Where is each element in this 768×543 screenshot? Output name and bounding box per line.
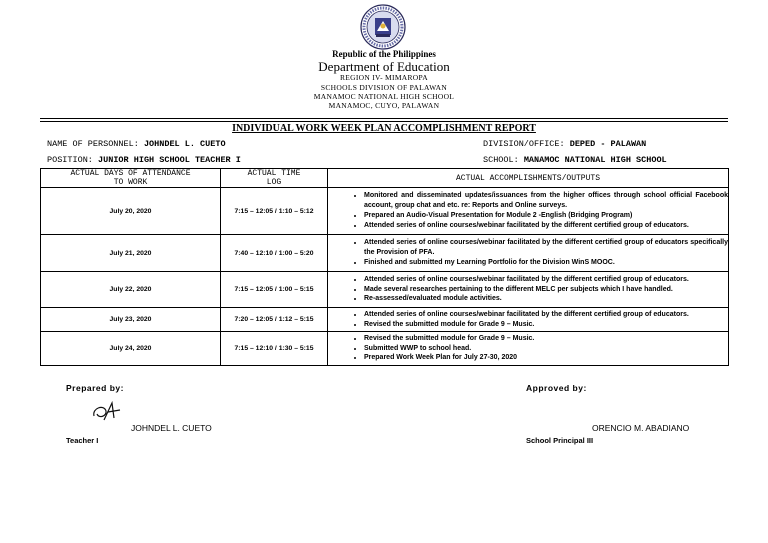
personnel-value: JOHNDEL L. CUETO [143, 139, 226, 149]
list-item: • Revised the submitted module for Grade 9 – Music. [364, 334, 728, 344]
position-field [47, 155, 241, 165]
row-date: July 23, 2020 [41, 308, 221, 332]
accomplishment-table [40, 168, 729, 366]
division-value: DEPED - PALAWAN [569, 139, 647, 149]
list-item: • Finished and submitted my Learning Portfolio for the Division WinS MOOC. [364, 258, 728, 268]
row-date: July 24, 2020 [41, 332, 221, 366]
division-field [483, 139, 646, 149]
header-divider-thin [40, 121, 728, 122]
list-item: • Revised the submitted module for Grade 9 – Music. [364, 320, 728, 330]
position-label: POSITION: [47, 155, 93, 165]
row-time: 7:15 – 12:05 / 1:00 – 5:15 [221, 272, 328, 308]
deped-seal-logo [360, 4, 406, 50]
row-accomplishments [328, 332, 729, 366]
list-item: • Attended series of online courses/webinar facilitated by the different certified group of educators. [364, 310, 728, 320]
list-item: • Prepared an Audio-Visual Presentation for Module 2 -English (Bridging Program) [364, 211, 728, 221]
table-row [41, 272, 729, 308]
list-item: • Attended series of online courses/webinar facilitated by the different certified group of educators specifically the Provision of PFA. [364, 238, 728, 258]
approver-role: School Principal III [526, 436, 594, 445]
row-accomplishments [328, 188, 729, 235]
list-item: • Prepared Work Week Plan for July 27-30, 2020 [364, 353, 728, 363]
table-row [41, 332, 729, 366]
list-item: • Monitored and disseminated updates/issuances from the higher offices through school official Facebook account, group chat and etc. re: Reports and Online surveys. [364, 191, 728, 211]
header-accomplishments: ACTUAL ACCOMPLISHMENTS/OUTPUTS [328, 169, 729, 188]
header-days: ACTUAL DAYS OF ATTENDANCE TO WORK [41, 169, 221, 188]
row-time: 7:20 – 12:05 / 1:12 – 5:15 [221, 308, 328, 332]
row-date: July 21, 2020 [41, 235, 221, 272]
row-accomplishments [328, 272, 729, 308]
table-row [41, 308, 729, 332]
republic-heading: Republic of the Philippines [332, 49, 436, 59]
personnel-label: NAME OF PERSONNEL: [47, 139, 139, 149]
table-row [41, 235, 729, 272]
list-item: • Submitted WWP to school head. [364, 344, 728, 354]
list-item: • Attended series of online courses/webinar facilitated by the different certified group of educators. [364, 275, 728, 285]
row-time: 7:40 – 12:10 / 1:00 – 5:20 [221, 235, 328, 272]
prepared-by-label: Prepared by: [66, 383, 124, 393]
table-row [41, 188, 729, 235]
table-header-row [41, 169, 729, 188]
report-title: INDIVIDUAL WORK WEEK PLAN ACCOMPLISHMENT REPORT [232, 123, 536, 134]
department-heading: Department of Education [318, 59, 450, 74]
row-accomplishments [328, 235, 729, 272]
division-label: DIVISION/OFFICE: [483, 139, 565, 149]
division-line: SCHOOLS DIVISION OF PALAWAN [320, 83, 448, 92]
list-item: • Re-assessed/evaluated module activities. [364, 294, 728, 304]
approver-name: ORENCIO M. ABADIANO [592, 423, 690, 433]
personnel-field [47, 139, 226, 149]
school-field [483, 155, 667, 165]
header-divider-thick [40, 118, 728, 119]
row-accomplishments [328, 308, 729, 332]
school-label: SCHOOL: [483, 155, 519, 165]
region-line: REGION IV- MIMAROPA [339, 73, 429, 82]
header-time-log: ACTUAL TIME LOG [221, 169, 328, 188]
list-item: • Attended series of online courses/webinar facilitated by the different certified group of educators. [364, 221, 728, 231]
preparer-role: Teacher I [66, 436, 99, 445]
school-value: MANAMOC NATIONAL HIGH SCHOOL [523, 155, 667, 165]
row-time: 7:15 – 12:05 / 1:10 – 5:12 [221, 188, 328, 235]
list-item: • Made several researches pertaining to the different MELC per subjects which I have handled. [364, 285, 728, 295]
school-line: MANAMOC NATIONAL HIGH SCHOOL [313, 92, 455, 101]
signature-mark [90, 400, 126, 424]
preparer-name: JOHNDEL L. CUETO [131, 423, 212, 433]
row-time: 7:15 – 12:10 / 1:30 – 5:15 [221, 332, 328, 366]
row-date: July 20, 2020 [41, 188, 221, 235]
position-value: JUNIOR HIGH SCHOOL TEACHER I [98, 155, 241, 165]
row-date: July 22, 2020 [41, 272, 221, 308]
address-line: MANAMOC, CUYO, PALAWAN [328, 101, 440, 110]
approved-by-label: Approved by: [526, 383, 587, 393]
